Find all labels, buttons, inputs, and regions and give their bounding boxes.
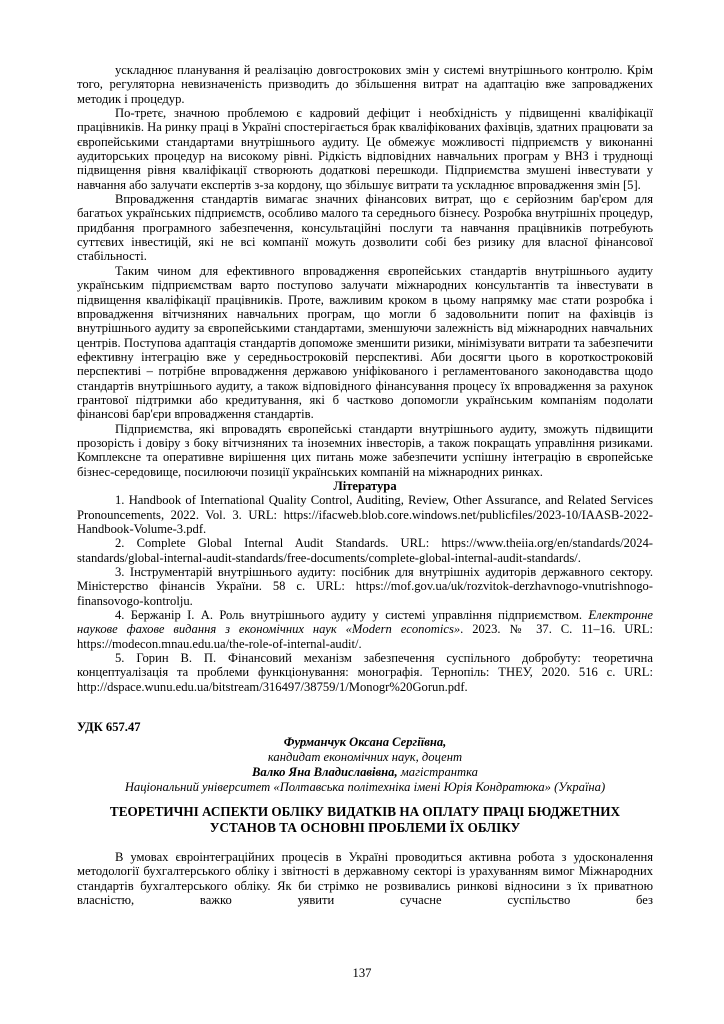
reference-item-4 xyxy=(77,608,653,651)
author-2-line xyxy=(77,765,653,780)
affiliation: Національний університет «Полтавська політехніка імені Юрія Кондратюка» (Україна) xyxy=(124,780,606,795)
author-2-degree: магістрантка xyxy=(397,765,478,780)
author-1-degree: кандидат економічних наук, доцент xyxy=(267,750,463,765)
author-1-name: Фурманчук Оксана Сергіївна, xyxy=(283,735,447,750)
page-number: 137 xyxy=(352,966,372,980)
page-content xyxy=(77,63,653,907)
article-title: ТЕОРЕТИЧНІ АСПЕКТИ ОБЛІКУ ВИДАТКІВ НА ОПЛАТУ ПРАЦІ БЮДЖЕТНИХ УСТАНОВ ТА ОСНОВНІ ПРОБЛЕМИ ЇХ ОБЛІКУ xyxy=(109,803,621,835)
author-1-line xyxy=(77,735,653,750)
udc-label: УДК 657.47 xyxy=(77,720,141,735)
author-2-name: Валко Яна Владиславівна, xyxy=(252,765,398,780)
reference-item-3: 3. Інструментарій внутрішнього аудиту: посібник для внутрішніх аудиторів державного сектору. Міністерство фінансів України. 58 с. URL: https://mof.gov.ua/uk/rozvitok-derzhavnogo-vnutrishnogo-finansovogo-kontrolju. xyxy=(77,565,653,608)
body-paragraph-3: Впровадження стандартів вимагає значних фінансових витрат, що є серйозним бар'єром для багатьох українських підприємств, особливо малого та середнього бізнесу. Розробка внутрішніх процедур, придбання програмного забезпечення, консультаційні послуги та навчання працівників потребують суттєвих інвестицій, які не всі компанії можуть дозволити собі без ризику для власної фінансової стабільності. xyxy=(77,192,653,264)
reference-item-5: 5. Горин В. П. Фінансовий механізм забезпечення суспільного добробуту: теоретична концептуалізація та проблеми функціонування: монографія. Тернопіль: ТНЕУ, 2020. 516 с. URL: http://dspace.wunu.edu.ua/bitstream/316497/38759/1/Monogr%20Gorun.pdf. xyxy=(77,651,653,694)
reference-item-1: 1. Handbook of International Quality Control, Auditing, Review, Other Assurance, and Related Services Pronouncements, 2022. Vol. 3. URL: https://ifacweb.blob.core.windows.net/publicfiles/2023-10/IAASB-2022-Handbook-Volume-3.pdf. xyxy=(77,493,653,536)
reference-item-2: 2. Complete Global Internal Audit Standards. URL: https://www.theiia.org/en/standards/2024-standards/global-internal-audit-standards/free-documents/complete-global-internal-audit-standards/. xyxy=(77,536,653,565)
literature-heading: Література xyxy=(333,478,397,493)
authors-block xyxy=(77,735,653,795)
reference-4-journal-title: Електронне наукове фахове видання з економічних наук «Modern economics» xyxy=(77,608,653,637)
reference-4-tail: . 2023. № 37. С. 11–16. URL: https://modecon.mnau.edu.ua/the-role-of-internal-audit/. xyxy=(77,622,653,651)
body-paragraph-4: Таким чином для ефективного впровадження європейських стандартів внутрішнього аудиту українським підприємствам варто поступово залучати міжнародних консультантів та інвестувати в підвищення кваліфікації працівників. Проте, важливим кроком в цьому напрямку має стати розробка і впровадження вітчизняних навчальних програм, що могли б задовольнити попит на фахівців із внутрішнього аудиту за європейськими стандартами, зменшуючи залежність від міжнародних навчальних центрів. Поступова адаптація стандартів допоможе зменшити ризики, мінімізувати витрати та забезпечити ефективну інтеграцію вже у середньостроковій перспективі. Аби досягти цього в короткостроковій перспективі – потрібне впровадження державою уніфікованого і регламентованого законодавства щодо стандартів внутрішнього аудиту, а також відповідного фінансування процесу їх впровадження за рахунок грантової підтримки або кредитування, які б частково допомогли українським компаніям подолати фінансові бар'єри впровадження стандартів. xyxy=(77,263,653,422)
body-paragraph-1: ускладнює планування й реалізацію довгострокових змін у системі внутрішнього контролю. Крім того, регуляторна невизначеність призводить до збільшення витрат на адаптацію вже запроваджених методик і процедур. xyxy=(77,63,653,106)
reference-4-lead: 4. Бержанір І. А. Роль внутрішнього аудиту у системі управління підприємством. xyxy=(115,608,589,623)
article-opening-paragraph: В умовах євроінтеграційних процесів в Україні проводиться активна робота з удосконалення методології бухгалтерського обліку і звітності в державному секторі із урахуванням вимог Міжнародних стандартів бухгалтерського обліку. Як би стрімко не розвивались ринкові відносини з їх приватною власністю, важко уявити сучасне суспільство без xyxy=(77,849,653,907)
body-paragraph-2: По-третє, значною проблемою є кадровий дефіцит і необхідність у підвищенні кваліфікації працівників. На ринку праці в Україні спостерігається брак кваліфікованих фахівців, здатних працювати за європейськими стандартами внутрішнього аудиту. Це обмежує можливості підприємств у виконанні аудиторських процедур на високому рівні. Рідкість відповідних навчальних програм у ВНЗ і труднощі підвищення рівня кваліфікації створюють додаткові перешкоди. Підприємства змушені інвестувати у навчання або залучати експертів з-за кордону, що збільшує витрати та ускладнює впровадження змін [5]. xyxy=(77,106,653,192)
body-paragraph-5: Підприємства, які впровадять європейські стандарти внутрішнього аудиту, зможуть підвищити прозорість і довіру з боку вітчизняних та іноземних інвесторів, а також покращать управління ризиками. Комплексне та оперативне вирішення цих питань може забезпечити успішну інтеграцію в європейське бізнес-середовище, посилюючи позиції українських компаній на міжнародних ринках. xyxy=(77,421,653,479)
